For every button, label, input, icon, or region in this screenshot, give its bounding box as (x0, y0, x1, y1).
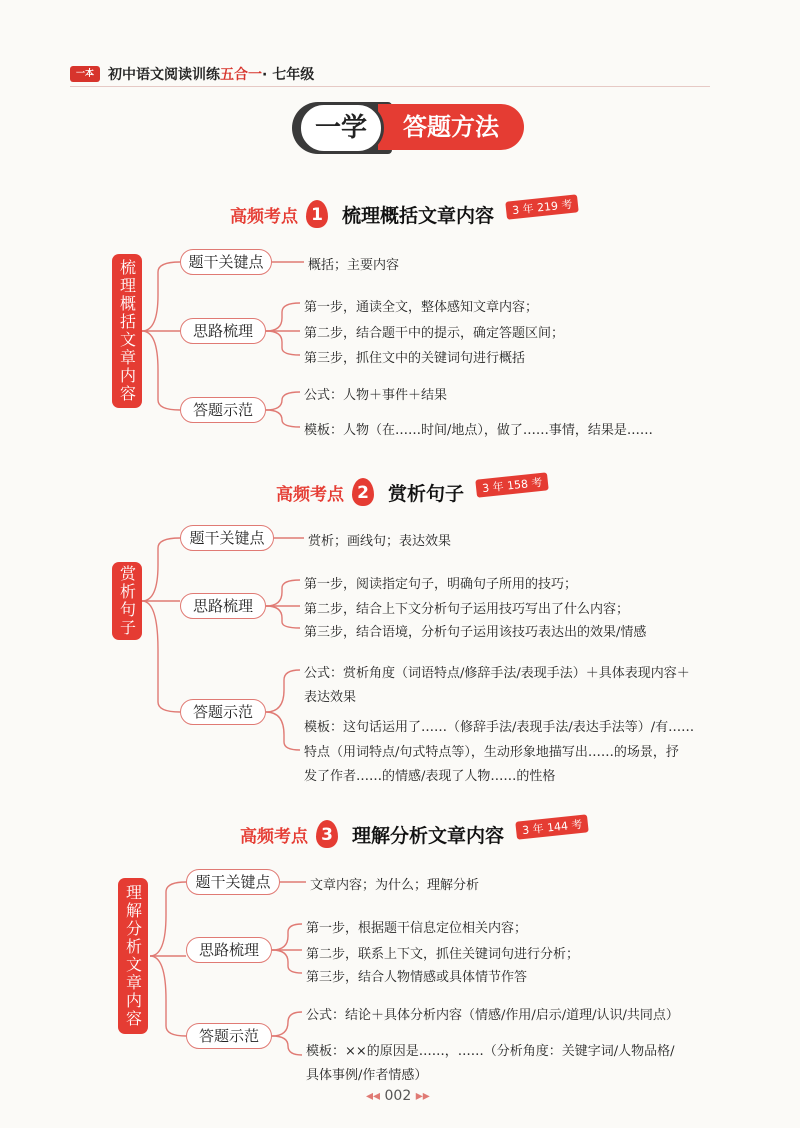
section-3-vertical-label: 理解分析文章内容 (118, 878, 148, 1034)
section-2-title: 赏析句子 (388, 482, 465, 505)
section-1-step-3: 第三步，抓住文中的关键词句进行概括 (304, 351, 526, 366)
section-2-formula-line-1: 公式：赏析角度（词语特点/修辞手法/表现手法）＋具体表现内容＋ (304, 666, 690, 681)
section-3-node-thinking: 思路梳理 (186, 937, 272, 963)
section-2-formula-line-2: 表达效果 (304, 690, 357, 705)
arrow-right-icon: ▸▸ (415, 1088, 430, 1104)
section-2-badge: 3 年 158 考 (475, 472, 549, 497)
flame-icon: 1 (306, 200, 328, 228)
section-1-title: 梳理概括文章内容 (342, 204, 495, 227)
section-2-step-2: 第二步，结合上下文分析句子运用技巧写出了什么内容； (304, 602, 630, 617)
section-3-label: 高频考点 (240, 826, 308, 847)
section-3-template-line-1: 模板：××的原因是……，……（分析角度：关键字词/人物品格/ (306, 1044, 675, 1059)
section-2-vertical-label: 赏析句子 (112, 562, 142, 640)
section-1-node-keypoints: 题干关键点 (180, 249, 272, 275)
section-3-node-keypoints: 题干关键点 (186, 869, 280, 895)
flame-icon: 3 (316, 820, 338, 848)
book-title-main: 初中语文阅读训练 (108, 67, 220, 83)
section-2-template-line-1: 模板：这句话运用了……（修辞手法/表现手法/表达手法等）/有…… (304, 720, 695, 735)
section-2-label: 高频考点 (276, 484, 344, 505)
arrow-left-icon: ◂◂ (366, 1088, 381, 1104)
section-1-node-thinking: 思路梳理 (180, 318, 266, 344)
section-3-title: 理解分析文章内容 (352, 824, 505, 847)
book-title-highlight: 五合一 (220, 67, 262, 83)
section-3-step-1: 第一步，根据题干信息定位相关内容； (306, 921, 528, 936)
section-1-formula: 公式：人物＋事件＋结果 (304, 388, 448, 403)
section-1-node-example: 答题示范 (180, 397, 266, 423)
section-1-badge: 3 年 219 考 (505, 194, 579, 219)
section-1-keypoints-text: 概括；主要内容 (308, 258, 400, 273)
section-1-header (230, 197, 579, 228)
section-1-step-1: 第一步，通读全文，整体感知文章内容； (304, 300, 539, 315)
brand-logo: 一本 (70, 66, 100, 82)
section-2-header (276, 475, 549, 506)
banner-badge: 一学 (298, 102, 384, 154)
section-3-template-line-2: 具体事例/作者情感） (306, 1068, 428, 1083)
section-2-node-thinking: 思路梳理 (180, 593, 266, 619)
section-2-node-keypoints: 题干关键点 (180, 525, 274, 551)
page-number (366, 1088, 430, 1104)
banner-title: 答题方法 (378, 104, 524, 150)
book-title (108, 64, 314, 84)
flame-icon: 2 (352, 478, 374, 506)
section-2-template-line-2: 特点（用词特点/句式特点等），生动形象地描写出……的场景，抒 (304, 745, 679, 760)
section-3-formula: 公式：结论＋具体分析内容（情感/作用/启示/道理/认识/共同点） (306, 1008, 679, 1023)
section-2-keypoints-text: 赏析；画线句；表达效果 (308, 534, 452, 549)
section-3-node-example: 答题示范 (186, 1023, 272, 1049)
section-1-step-2: 第二步，结合题干中的提示，确定答题区间； (304, 326, 565, 341)
section-2-template-line-3: 发了作者……的情感/表现了人物……的性格 (304, 769, 556, 784)
section-3-step-3: 第三步，结合人物情感或具体情节作答 (306, 970, 528, 985)
section-2-step-3: 第三步，结合语境，分析句子运用该技巧表达出的效果/情感 (304, 625, 647, 640)
section-2-step-1: 第一步，阅读指定句子，明确句子所用的技巧； (304, 577, 578, 592)
section-1-template: 模板：人物（在……时间/地点），做了……事情，结果是…… (304, 423, 653, 438)
section-3-step-2: 第二步，联系上下文，抓住关键词句进行分析； (306, 947, 580, 962)
page-number-value: 002 (384, 1088, 412, 1104)
section-2-node-example: 答题示范 (180, 699, 266, 725)
book-title-grade: · 七年级 (262, 67, 315, 83)
section-3-keypoints-text: 文章内容；为什么；理解分析 (310, 878, 480, 893)
header-divider (70, 86, 710, 87)
section-3-badge: 3 年 144 考 (515, 814, 589, 839)
section-1-label: 高频考点 (230, 206, 298, 227)
section-1-vertical-label: 梳理概括文章内容 (112, 254, 142, 408)
section-3-header (240, 817, 589, 848)
